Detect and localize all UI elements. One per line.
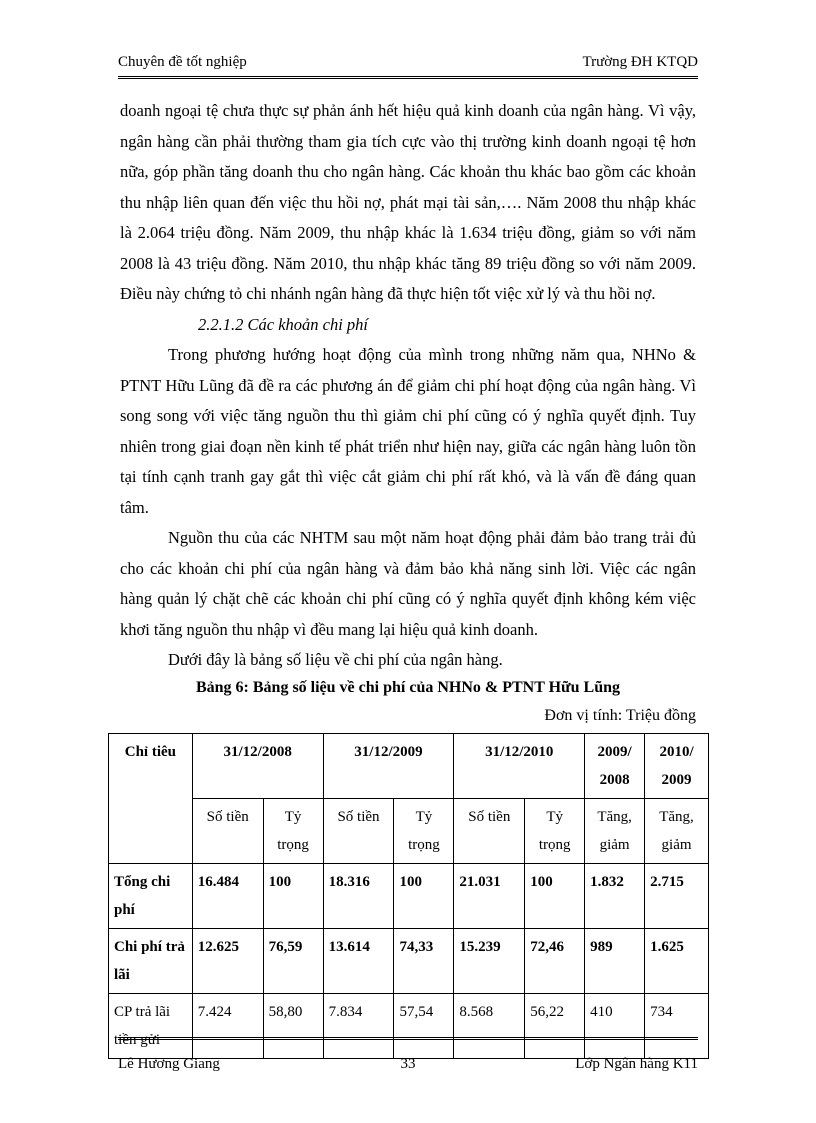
cell: 8.568 (454, 994, 525, 1059)
cell: 15.239 (454, 929, 525, 994)
cell: 74,33 (394, 929, 454, 994)
cell: 12.625 (192, 929, 263, 994)
paragraph-1: doanh ngoại tệ chưa thực sự phản ánh hết hiệu quả kinh doanh của ngân hàng. Vì vậy, ngân hàng cần phải thường tham gia tích cực vào thị trường kinh doanh ngoại tệ hơn nữa, góp phần tăng doanh thu cho ngân hàng. Các khoản thu khác bao gồm các khoản thu nhập liên quan đến việc thu hồi nợ, phát mại tài sản,…. Năm 2008 thu nhập khác là 2.064 triệu đồng. Năm 2009, thu nhập khác là 1.634 triệu đồng, giảm so với năm 2008 là 43 triệu đồng. Năm 2010, thu nhập khác tăng 89 triệu đồng so với năm 2009. Điều này chứng tỏ chi nhánh ngân hàng đã thực hiện tốt việc xử lý và thu hồi nợ. (120, 101, 696, 303)
subheader-change: Tăng, giảm (645, 799, 709, 864)
cell: 989 (585, 929, 645, 994)
subheader-amount: Số tiền (454, 799, 525, 864)
table-header-row (109, 734, 709, 799)
cell: 7.834 (323, 994, 394, 1059)
subheader-amount: Số tiền (323, 799, 394, 864)
subheader-change: Tăng, giảm (585, 799, 645, 864)
header-indicator: Chỉ tiêu (109, 734, 193, 864)
header-2008: 31/12/2008 (192, 734, 323, 799)
cell: 1.832 (585, 864, 645, 929)
page-number: 33 (400, 1056, 416, 1072)
cell: 100 (263, 864, 323, 929)
cell: 410 (585, 994, 645, 1059)
subheader-amount: Số tiền (192, 799, 263, 864)
footer-class: Lớp Ngân hàng K11 (575, 1056, 698, 1072)
cell: 56,22 (525, 994, 585, 1059)
page-header (118, 52, 698, 79)
table-row (109, 929, 709, 994)
header-left: Chuyên đề tốt nghiệp (118, 54, 247, 70)
header-2009: 31/12/2009 (323, 734, 454, 799)
paragraph-2: Trong phương hướng hoạt động của mình trong những năm qua, NHNo & PTNT Hữu Lũng đã đề ra các phương án để giảm chi phí hoạt động của ngân hàng. Vì song song với việc tăng nguồn thu thì giảm chi phí cũng có ý nghĩa quyết định. Tuy nhiên trong giai đoạn nền kinh tế phát triển như hiện nay, giữa các ngân hàng luôn tồn tại tính cạnh tranh gay gắt thì việc cắt giảm chi phí rất khó, và là vấn đề đáng quan tâm. (120, 345, 696, 517)
header-2010: 31/12/2010 (454, 734, 585, 799)
header-diff-2010-2009: 2010/ 2009 (645, 734, 709, 799)
table-title: Bảng 6: Bảng số liệu về chi phí của NHNo & PTNT Hữu Lũng (195, 679, 621, 696)
cell: 18.316 (323, 864, 394, 929)
subheader-ratio: Tỷ trọng (394, 799, 454, 864)
header-diff-2009-2008: 2009/ 2008 (585, 734, 645, 799)
section-subheading: 2.2.1.2 Các khoản chi phí (198, 314, 369, 334)
cost-table (108, 733, 709, 1059)
row-label: CP trả lãi tiền gửi (109, 994, 193, 1059)
header-right: Trường ĐH KTQD (582, 54, 698, 70)
cell: 58,80 (263, 994, 323, 1059)
row-label: Chi phí trả lãi (109, 929, 193, 994)
subheader-ratio: Tỷ trọng (525, 799, 585, 864)
page-footer (118, 1037, 698, 1080)
cell: 21.031 (454, 864, 525, 929)
table-subheader-row (109, 799, 709, 864)
cell: 16.484 (192, 864, 263, 929)
cell: 7.424 (192, 994, 263, 1059)
cell: 76,59 (263, 929, 323, 994)
table-row (109, 864, 709, 929)
footer-author: Lê Hương Giang (118, 1056, 220, 1072)
cell: 2.715 (645, 864, 709, 929)
subheader-ratio: Tỷ trọng (263, 799, 323, 864)
cell: 100 (525, 864, 585, 929)
cell: 57,54 (394, 994, 454, 1059)
row-label: Tổng chi phí (109, 864, 193, 929)
cell: 734 (645, 994, 709, 1059)
paragraph-4: Dưới đây là bảng số liệu về chi phí của ngân hàng. (168, 650, 503, 669)
cell: 13.614 (323, 929, 394, 994)
table-unit: Đơn vị tính: Triệu đồng (544, 707, 696, 724)
body-text (120, 96, 696, 676)
cell: 100 (394, 864, 454, 929)
paragraph-3: Nguồn thu của các NHTM sau một năm hoạt động phải đảm bảo trang trải đủ cho các khoản chi phí của ngân hàng và đảm bảo khả năng sinh lời. Việc các ngân hàng quản lý chặt chẽ các khoản chi phí cũng có ý nghĩa quyết định không kém việc khơi tăng nguồn thu nhập vì đều mang lại hiệu quả kinh doanh. (120, 528, 696, 639)
cell: 1.625 (645, 929, 709, 994)
cell: 72,46 (525, 929, 585, 994)
